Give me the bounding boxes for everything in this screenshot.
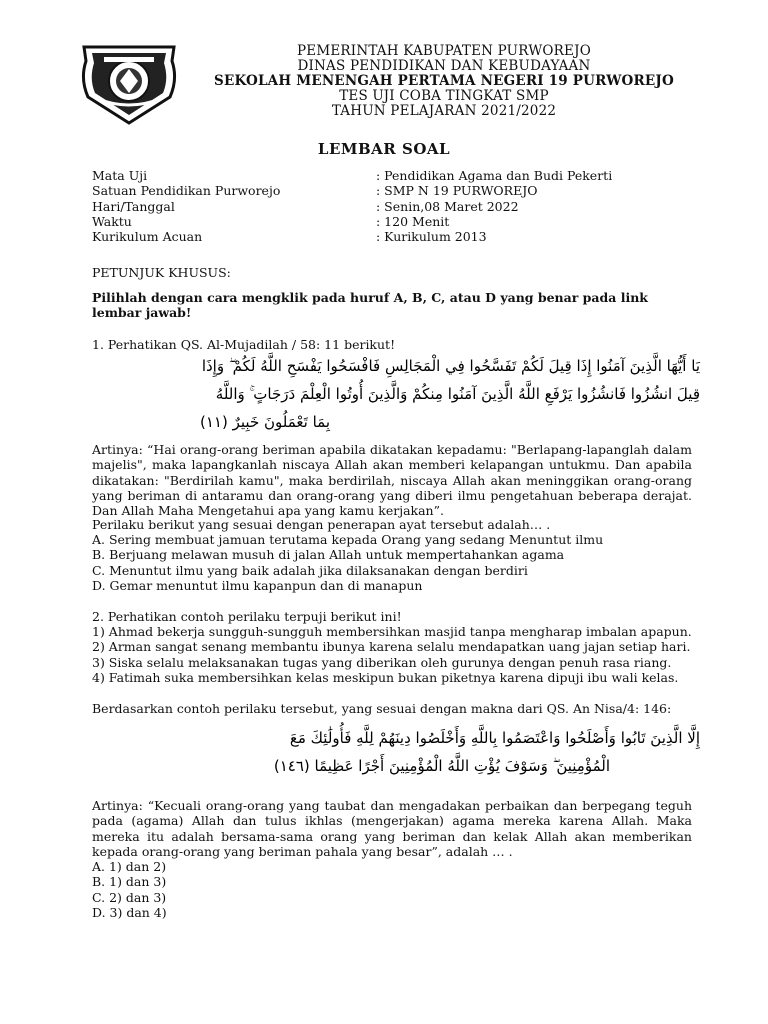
list-item: 4) Fatimah suka membersihkan kelas meskipun bukan piketnya karena dipuji ibu wali kelas.: [92, 669, 679, 685]
question-1-options: [92, 532, 692, 593]
letterhead-government: PEMERINTAH KABUPATEN PURWOREJO: [297, 43, 591, 59]
exam-identity-table: [92, 168, 692, 244]
answer-option-b[interactable]: B. 1) dan 3): [92, 874, 167, 890]
identity-value: : SMP N 19 PURWOREJO: [376, 183, 538, 199]
question-1-question: Perilaku berikut yang sesuai dengan penerapan ayat tersebut adalah… .: [92, 517, 551, 532]
identity-key: Satuan Pendidikan Purworejo: [92, 183, 281, 199]
question-2-translation: Artinya: “Kecuali orang-orang yang taubat dan mengadakan perbaikan dan berpegang teguh pada (agama) Allah dan tulus ikhlas (mengerjakan) agama mereka karena Allah. Maka mereka itu adalah bersama-sama orang yang beriman dan kelak Allah akan memberikan kepada orang-orang yang beriman pahala yang besar”, adalah … .: [92, 798, 692, 859]
identity-key: Hari/Tanggal: [92, 198, 175, 214]
identity-row: [92, 199, 692, 214]
identity-value: : Kurikulum 2013: [376, 229, 487, 245]
question-2-options: [92, 859, 692, 920]
letterhead-year: TAHUN PELAJARAN 2021/2022: [331, 103, 557, 119]
identity-row: [92, 214, 692, 229]
arabic-line: إِلَّا الَّذِينَ تَابُوا وَأَصْلَحُوا وَاعْتَصَمُوا بِاللَّهِ وَأَخْلَصُوا دِينَهُمْ لِلَّهِ فَأُولَٰئِكَ مَعَ: [289, 729, 700, 747]
identity-key: Waktu: [92, 213, 132, 229]
arabic-line: يَا أَيُّهَا الَّذِينَ آمَنُوا إِذَا قِيلَ لَكُمْ تَفَسَّحُوا فِي الْمَجَالِسِ فَافْسَحُوا يَفْسَحِ اللَّهُ لَكُمْ ۖ وَإِذَا: [201, 357, 700, 375]
answer-option-d[interactable]: D. 3) dan 4): [92, 904, 167, 920]
question-1-arabic-verse: [90, 354, 700, 434]
list-item: 1) Ahmad bekerja sungguh-sungguh membersihkan masjid tanpa mengharap imbalan apapun.: [92, 624, 692, 639]
identity-row: [92, 168, 692, 183]
question-1-prompt: 1. Perhatikan QS. Al-Mujadilah / 58: 11 berikut!: [92, 337, 396, 352]
answer-option-a[interactable]: A. Sering membuat jamuan terutama kepada Orang yang sedang Menuntut ilmu: [92, 532, 604, 547]
answer-option-c[interactable]: C. Menuntut ilmu yang baik adalah jika dilaksanakan dengan berdiri: [92, 562, 528, 578]
identity-value: : 120 Menit: [376, 213, 450, 229]
question-2-arabic-verse: [90, 726, 700, 778]
identity-value: : Senin,08 Maret 2022: [376, 198, 519, 214]
identity-key: Kurikulum Acuan: [92, 229, 203, 245]
arabic-line: قِيلَ انشُزُوا فَانشُزُوا يَرْفَعِ اللَّهُ الَّذِينَ آمَنُوا مِنكُمْ وَالَّذِينَ أُوتُوا الْعِلْمَ دَرَجَاتٍ ۚ وَاللَّهُ: [215, 385, 700, 403]
list-item: 3) Siska selalu melaksanakan tugas yang diberikan oleh gurunya dengan penuh rasa riang.: [92, 654, 672, 670]
identity-row: [92, 229, 692, 244]
letterhead-department: DINAS PENDIDIKAN DAN KEBUDAYAAN: [297, 58, 591, 74]
identity-key: Mata Uji: [92, 168, 148, 183]
page-title: LEMBAR SOAL: [317, 140, 451, 158]
identity-value: : Pendidikan Agama dan Budi Pekerti: [376, 168, 613, 183]
question-2-behavior-list: [92, 624, 692, 685]
letterhead-school: SEKOLAH MENENGAH PERTAMA NEGERI 19 PURWOREJO: [214, 73, 674, 89]
instructions-text: Pilihlah dengan cara mengklik pada huruf A, B, C, atau D yang benar pada link lembar jawab!: [92, 290, 648, 321]
list-item: 2) Arman sangat senang membantu ibunya karena selalu mendapatkan uang jajan setiap hari.: [92, 639, 691, 655]
question-1-translation: Artinya: “Hai orang-orang beriman apabila dikatakan kepadamu: "Berlapang-lapanglah dalam majelis", maka lapangkanlah niscaya Allah akan memberi kelapangan untukmu. Dan apabila dikatakan: "Berdirilah kamu", maka berdirilah, niscaya Allah akan meninggikan orang-orang yang beriman di antaramu dan orang-orang yang diberi ilmu pengetahuan beberapa derajat. Dan Allah Maha Mengetahui apa yang kamu kerjakan”.: [92, 442, 692, 519]
answer-option-d[interactable]: D. Gemar menuntut ilmu kapanpun dan di manapun: [92, 577, 423, 593]
answer-option-a[interactable]: A. 1) dan 2): [92, 859, 167, 874]
arabic-line: الْمُؤْمِنِينَ ۖ وَسَوْفَ يُؤْتِ اللَّهُ الْمُؤْمِنِينَ أَجْرًا عَظِيمًا (١٤٦): [273, 757, 610, 775]
instructions-heading: PETUNJUK KHUSUS:: [92, 265, 231, 280]
question-2-prompt: 2. Perhatikan contoh perilaku terpuji berikut ini!: [92, 609, 402, 624]
answer-option-b[interactable]: B. Berjuang melawan musuh di jalan Allah untuk mempertahankan agama: [92, 547, 565, 563]
identity-row: [92, 183, 692, 198]
arabic-line: بِمَا تَعْمَلُونَ خَبِيرٌ (١١): [200, 413, 330, 431]
question-2-lead: Berdasarkan contoh perilaku tersebut, yang sesuai dengan makna dari QS. An Nisa/4: 146:: [92, 701, 672, 716]
letterhead: [160, 44, 728, 119]
letterhead-test-name: TES UJI COBA TINGKAT SMP: [339, 88, 549, 104]
answer-option-c[interactable]: C. 2) dan 3): [92, 889, 167, 905]
